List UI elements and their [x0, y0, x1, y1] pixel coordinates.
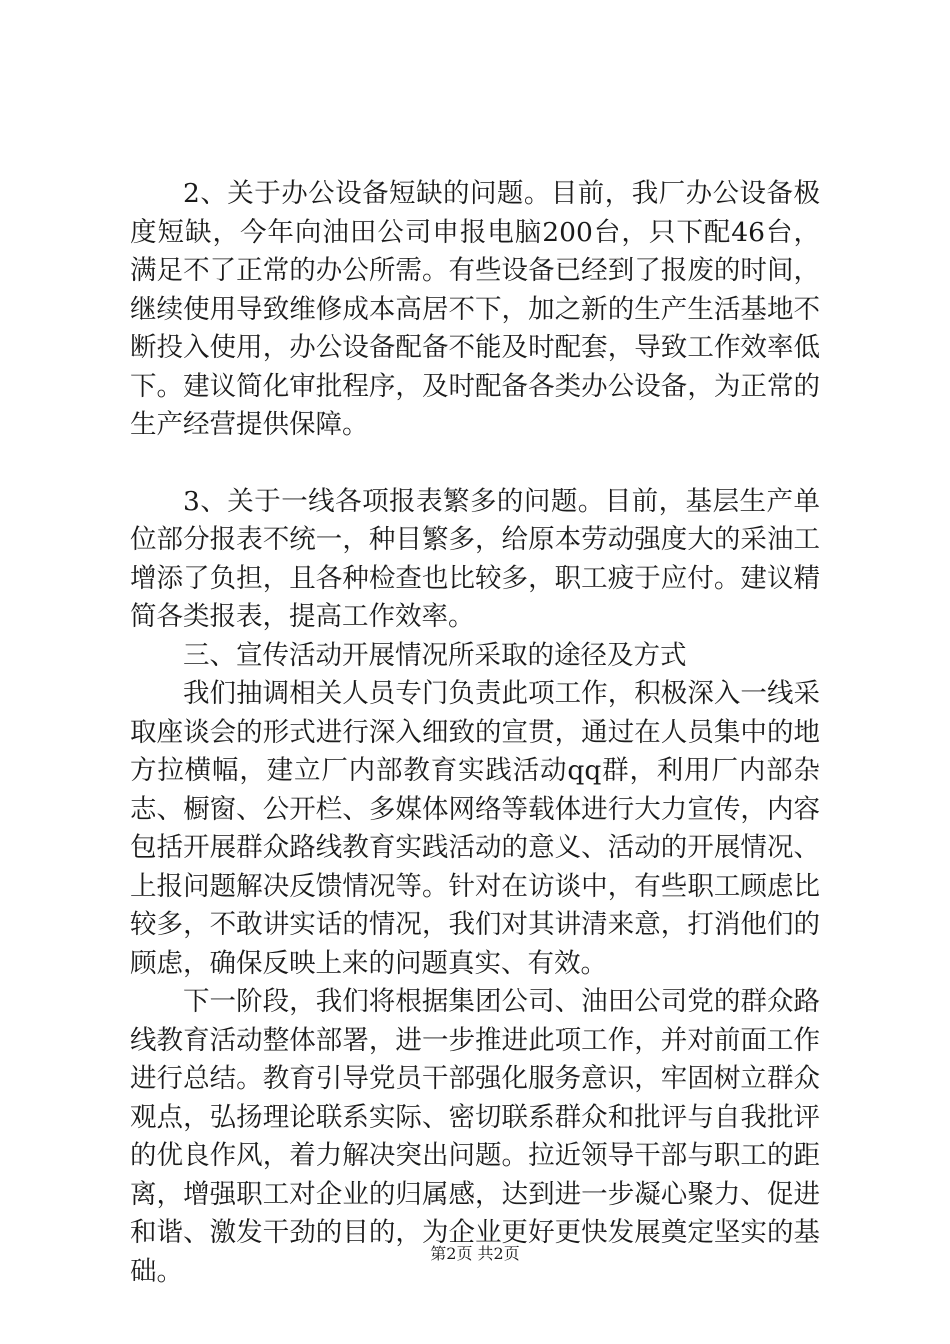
paragraph-reports: 3、关于一线各项报表繁多的问题。目前，基层生产单位部分报表不统一，种目繁多，给原本劳动强度大的采油工增添了负担，且各种检查也比较多，职工疲于应付。建议精简各类报表，提高工作效率。 — [130, 485, 820, 632]
section-heading-publicity: 三、宣传活动开展情况所采取的途径及方式 — [183, 639, 687, 671]
paragraph-publicity-methods: 我们抽调相关人员专门负责此项工作，积极深入一线采取座谈会的形式进行深入细致的宣贯，通过在人员集中的地方拉横幅，建立厂内部教育实践活动qq群，利用厂内部杂志、橱窗、公开栏、多媒体网络等载体进行大力宣传，内容包括开展群众路线教育实践活动的意义、活动的开展情况、上报问题解决反馈情况等。针对在访谈中，有些职工顾虑比较多，不敢讲实话的情况，我们对其讲清来意，打消他们的顾虑，确保反映上来的问题真实、有效。 — [130, 678, 820, 979]
paragraph-spacer — [130, 445, 820, 483]
document-body — [130, 175, 820, 1291]
page-number-footer: 第2页 共2页 — [430, 1244, 520, 1263]
paragraph-office-equipment: 2、关于办公设备短缺的问题。目前，我厂办公设备极度短缺，今年向油田公司申报电脑200台，只下配46台，满足不了正常的办公所需。有些设备已经到了报废的时间，继续使用导致维修成本高居不下，加之新的生产生活基地不断投入使用，办公设备配备不能及时配套，导致工作效率低下。建议简化审批程序，及时配备各类办公设备，为正常的生产经营提供保障。 — [130, 178, 820, 440]
paragraph-next-stage: 下一阶段，我们将根据集团公司、油田公司党的群众路线教育活动整体部署，进一步推进此项工作，并对前面工作进行总结。教育引导党员干部强化服务意识，牢固树立群众观点，弘扬理论联系实际、密切联系群众和批评与自我批评的优良作风，着力解决突出问题。拉近领导干部与职工的距离，增强职工对企业的归属感，达到进一步凝心聚力、促进和谐、激发干劲的目的，为企业更好更快发展奠定坚实的基础。 — [130, 986, 820, 1287]
